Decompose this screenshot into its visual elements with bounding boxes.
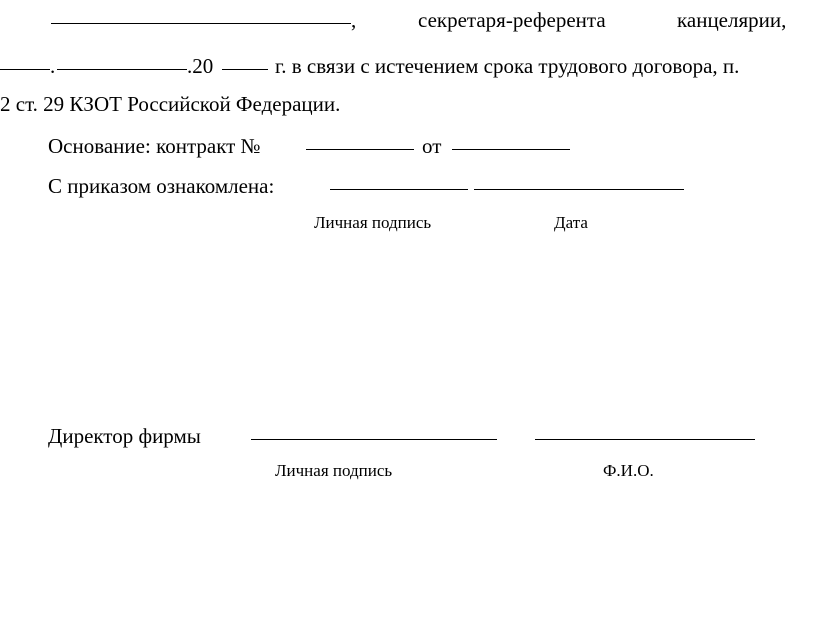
basis-from-label: от xyxy=(422,134,442,158)
director-signature-caption: Личная подпись xyxy=(275,461,393,480)
acquainted-label: С приказом ознакомлена: xyxy=(48,174,275,198)
basis-label: Основание: контракт № xyxy=(48,134,261,158)
employee-name-blank[interactable] xyxy=(51,5,351,24)
date-year-blank[interactable] xyxy=(222,51,268,70)
employee-signature-blank[interactable] xyxy=(330,171,468,190)
acquainted-date-caption: Дата xyxy=(554,213,588,232)
employee-name-comma: , xyxy=(351,8,357,32)
department-text: канцелярии, xyxy=(677,8,787,32)
position-text: секретаря-референта xyxy=(418,8,606,32)
director-label: Директор фирмы xyxy=(48,424,201,448)
contract-number-blank[interactable] xyxy=(306,131,414,150)
acquainted-date-blank[interactable] xyxy=(474,171,684,190)
order-line-3: 2 ст. 29 КЗОТ Российской Федерации. xyxy=(0,92,341,116)
date-month-blank[interactable] xyxy=(57,51,187,70)
employee-signature-caption: Личная подпись xyxy=(314,213,432,232)
termination-reason-text: г. в связи с истечением срока трудового договора, п. xyxy=(275,54,740,78)
director-signature-blank[interactable] xyxy=(251,421,497,440)
contract-date-blank[interactable] xyxy=(452,131,570,150)
director-name-caption: Ф.И.О. xyxy=(603,461,654,480)
date-year-prefix: .20 xyxy=(187,54,214,78)
date-day-blank[interactable] xyxy=(0,51,50,70)
date-separator: . xyxy=(50,54,56,78)
director-name-blank[interactable] xyxy=(535,421,755,440)
